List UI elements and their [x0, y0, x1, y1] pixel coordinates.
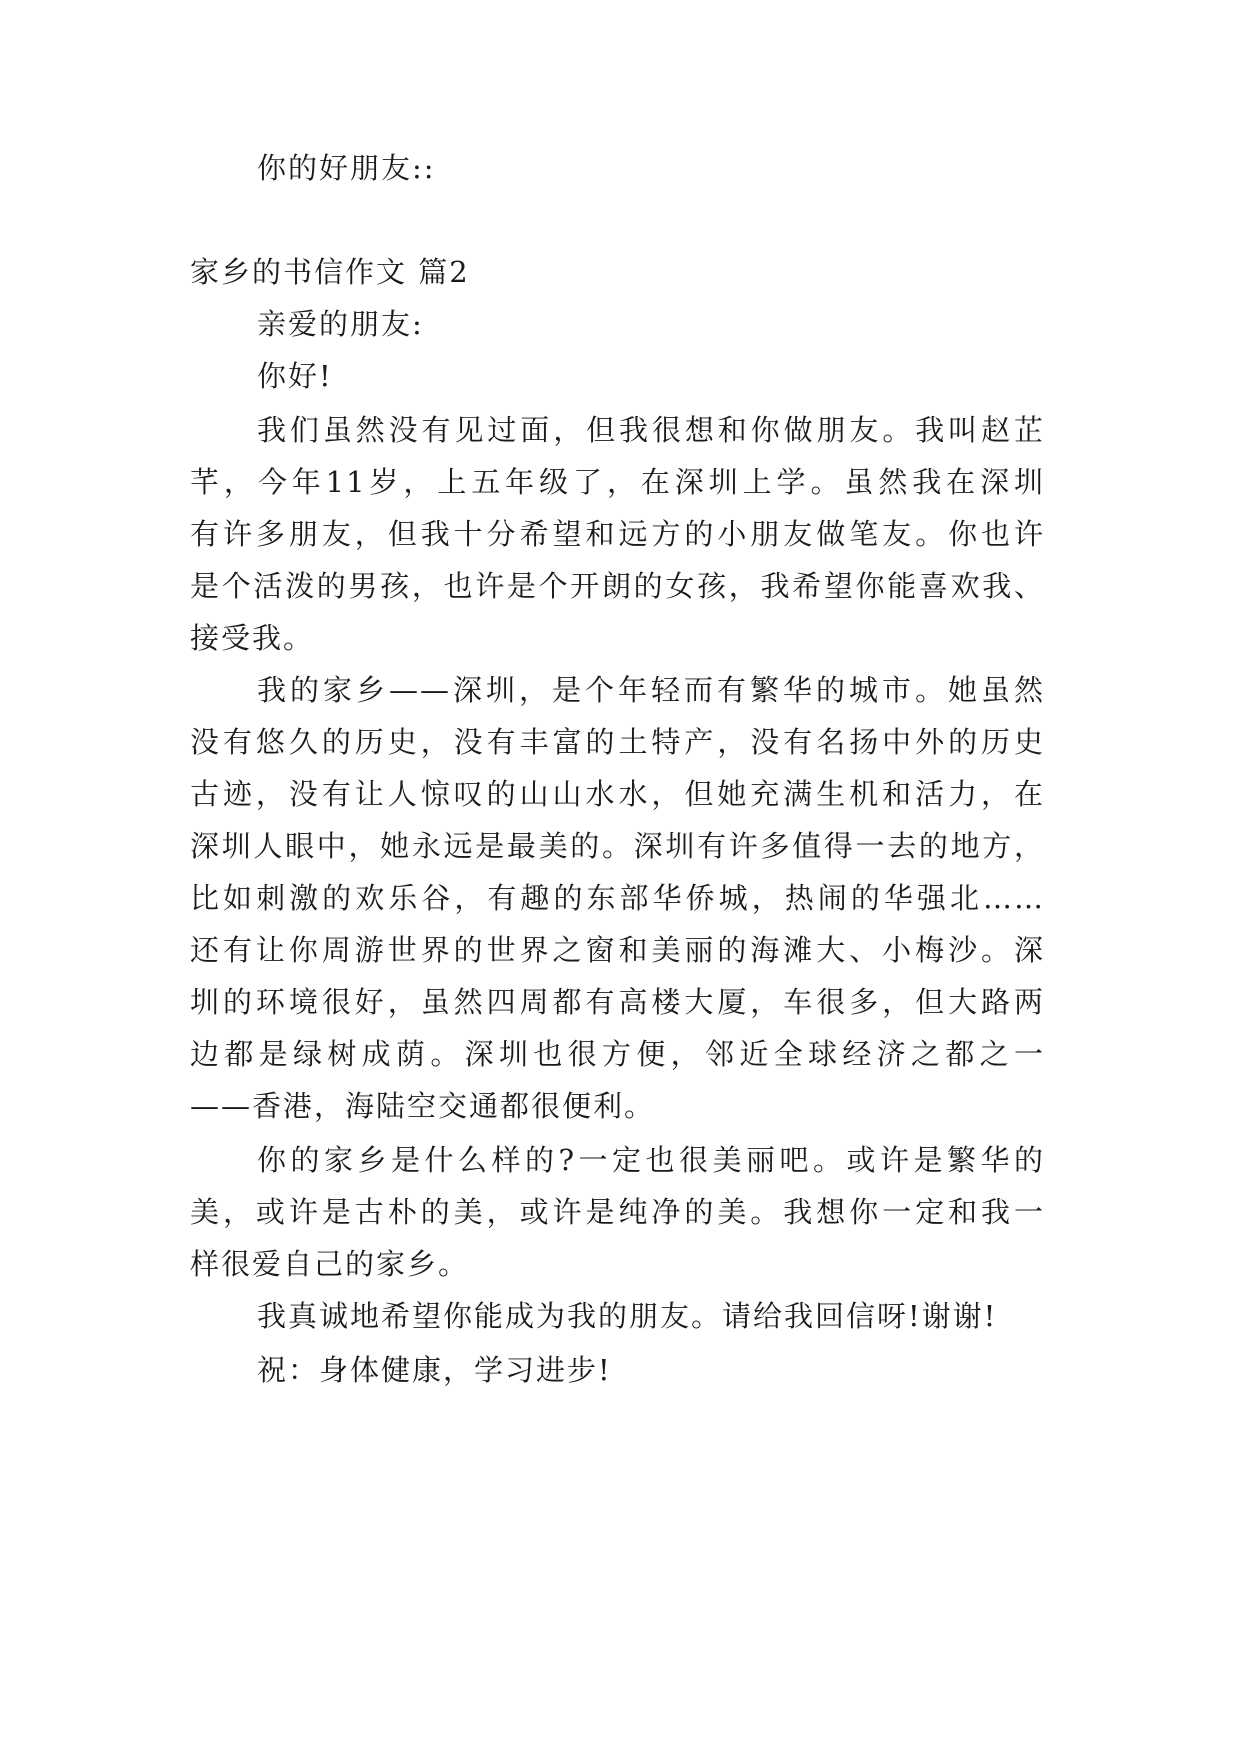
letter-wish: 祝：身体健康，学习进步! — [257, 1353, 612, 1387]
paragraph-line: 深圳人眼中，她永远是最美的。深圳有许多值得一去的地方， — [190, 829, 1045, 863]
letter-greeting: 你好! — [257, 359, 333, 393]
paragraph-line: 我的家乡——深圳，是个年轻而有繁华的城市。她虽然 — [257, 673, 1045, 707]
paragraph-line: 芊，今年11岁，上五年级了，在深圳上学。虽然我在深圳 — [190, 465, 1045, 499]
paragraph-line: 接受我。 — [190, 621, 315, 655]
paragraph-line: 你的家乡是什么样的?一定也很美丽吧。或许是繁华的 — [257, 1143, 1045, 1177]
paragraph-line: 还有让你周游世界的世界之窗和美丽的海滩大、小梅沙。深 — [190, 933, 1045, 967]
paragraph-line: 我真诚地希望你能成为我的朋友。请给我回信呀!谢谢! — [257, 1299, 998, 1333]
paragraph-line: 样很爱自己的家乡。 — [190, 1247, 470, 1281]
paragraph-line: 我们虽然没有见过面，但我很想和你做朋友。我叫赵芷 — [257, 413, 1045, 447]
section-heading: 家乡的书信作文 篇2 — [190, 255, 470, 289]
paragraph-line: 没有悠久的历史，没有丰富的土特产，没有名扬中外的历史 — [190, 725, 1045, 759]
paragraph-line: 比如刺激的欢乐谷，有趣的东部华侨城，热闹的华强北…… — [190, 881, 1045, 915]
paragraph-line: ——香港，海陆空交通都很便利。 — [190, 1089, 656, 1123]
paragraph-line: 有许多朋友，但我十分希望和远方的小朋友做笔友。你也许 — [190, 517, 1045, 551]
paragraph-line: 边都是绿树成荫。深圳也很方便，邻近全球经济之都之一 — [190, 1037, 1045, 1071]
paragraph-line: 是个活泼的男孩，也许是个开朗的女孩，我希望你能喜欢我、 — [190, 569, 1045, 603]
paragraph-line: 圳的环境很好，虽然四周都有高楼大厦，车很多，但大路两 — [190, 985, 1045, 1019]
letter-salutation: 亲爱的朋友: — [257, 307, 424, 341]
paragraph-line: 古迹，没有让人惊叹的山山水水，但她充满生机和活力，在 — [190, 777, 1045, 811]
previous-letter-closing: 你的好朋友:: — [257, 151, 436, 185]
paragraph-line: 美，或许是古朴的美，或许是纯净的美。我想你一定和我一 — [190, 1195, 1045, 1229]
